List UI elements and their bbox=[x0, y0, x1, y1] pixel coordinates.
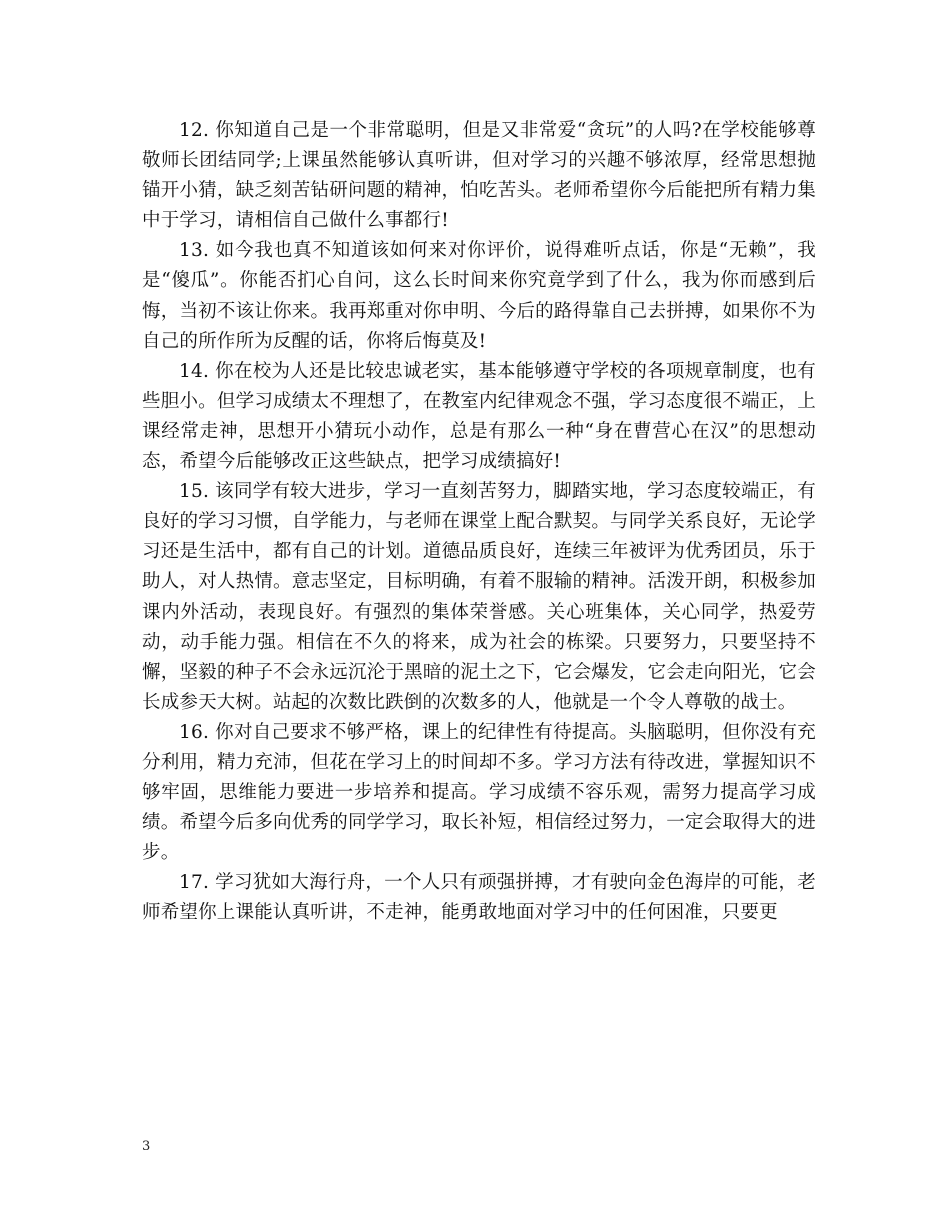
document-body bbox=[142, 116, 816, 929]
paragraph-13: 13. 如今我也真不知道该如何来对你评价，说得难听点话，你是“无赖”，我是“傻瓜”。你能否扪心自问，这么长时间来你究竟学到了什么，我为你而感到后悔，当初不该让你来。我再郑重对你申明、今后的路得靠自己去拼搏，如果你不为自己的所作所为反醒的话，你将后悔莫及! bbox=[142, 240, 816, 352]
paragraph-12: 12. 你知道自己是一个非常聪明，但是又非常爱“贪玩”的人吗?在学校能够尊敬师长团结同学;上课虽然能够认真听讲，但对学习的兴趣不够浓厚，经常思想抛锚开小猜，缺乏刻苦钻研问题的精神，怕吃苦头。老师希望你今后能把所有精力集中于学习，请相信自己做什么事都行! bbox=[142, 120, 816, 232]
paragraph-15: 15. 该同学有较大进步，学习一直刻苦努力，脚踏实地，学习态度较端正，有良好的学习习惯，自学能力，与老师在课堂上配合默契。与同学关系良好，无论学习还是生活中，都有自己的计划。道德品质良好，连续三年被评为优秀团员，乐于助人，对人热情。意志坚定，目标明确，有着不服输的精神。活泼开朗，积极参加课内外活动，表现良好。有强烈的集体荣誉感。关心班集体，关心同学，热爱劳动，动手能力强。相信在不久的将来，成为社会的栋梁。只要努力，只要坚持不懈，坚毅的种子不会永远沉沦于黑暗的泥土之下，它会爆发，它会走向阳光，它会长成参天大树。站起的次数比跌倒的次数多的人，他就是一个令人尊敬的战士。 bbox=[142, 481, 816, 713]
paragraph-16: 16. 你对自己要求不够严格，课上的纪律性有待提高。头脑聪明，但你没有充分利用，精力充沛，但花在学习上的时间却不多。学习方法有待改进，掌握知识不够牢固，思维能力要进一步培养和提高。学习成绩不容乐观，需努力提高学习成绩。希望今后多向优秀的同学学习，取长补短，相信经过努力，一定会取得大的进步。 bbox=[142, 721, 816, 864]
paragraph-14: 14. 你在校为人还是比较忠诚老实，基本能够遵守学校的各项规章制度，也有些胆小。但学习成绩太不理想了，在教室内纪律观念不强，学习态度很不端正，上课经常走神，思想开小猜玩小动作，总是有那么一种“身在曹营心在汉”的思想动态，希望今后能够改正这些缺点，把学习成绩搞好! bbox=[142, 360, 816, 473]
paragraph-17: 17. 学习犹如大海行舟，一个人只有顽强拼搏，才有驶向金色海岸的可能，老师希望你上课能认真听讲，不走神，能勇敢地面对学习中的任何困准，只要更 bbox=[142, 872, 816, 924]
page-number: 3 bbox=[142, 1139, 151, 1154]
